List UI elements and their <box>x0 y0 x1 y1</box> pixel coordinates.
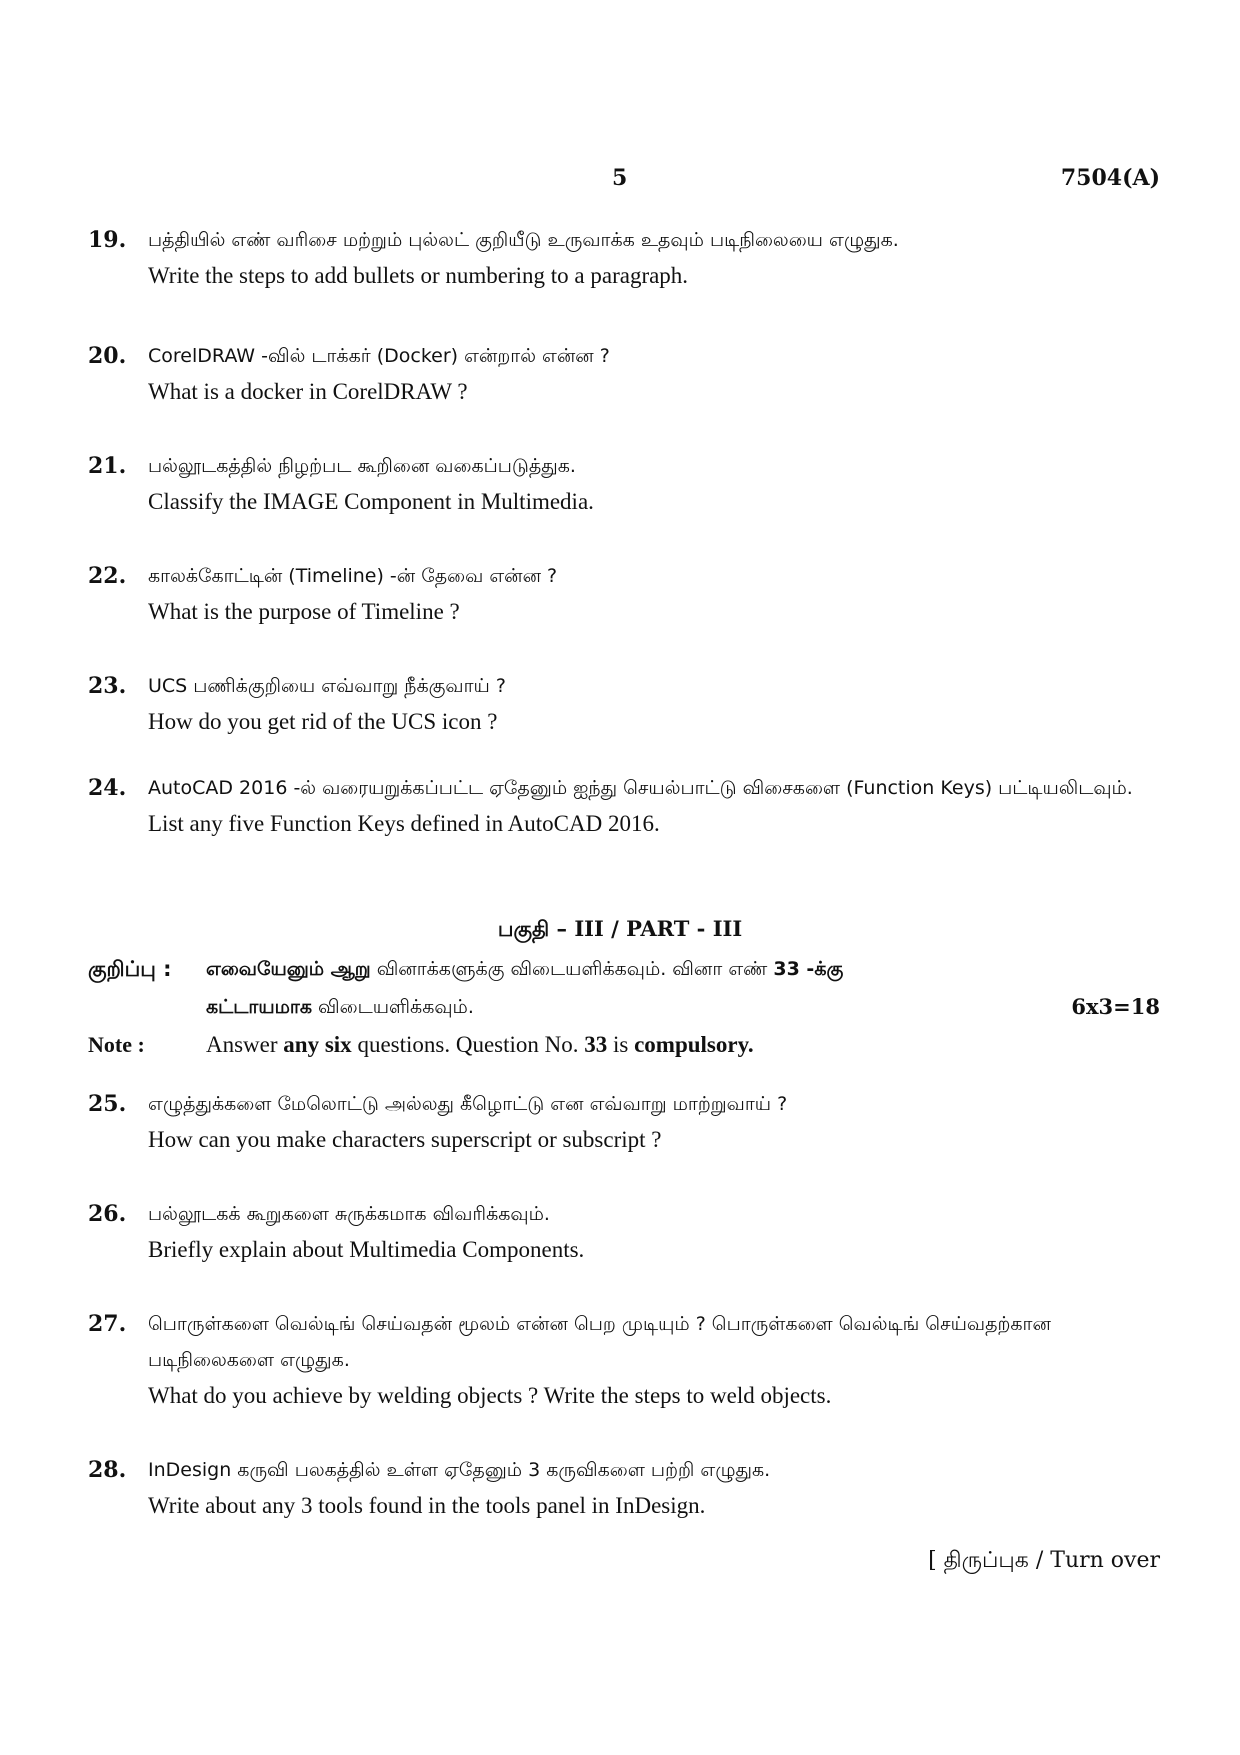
part-three-heading: பகுதி – III / PART - III <box>497 916 743 941</box>
question-21 <box>88 448 1160 520</box>
note-tamil-answer: வினாக்களுக்கு விடையளிக்கவும். வினா எண் <box>376 958 768 980</box>
question-text-english: Write about any 3 tools found in the tools panel in InDesign. <box>148 1493 706 1518</box>
question-number: 21. <box>88 453 127 479</box>
question-text-tamil: பல்லூடகத்தில் நிழற்பட கூறினை வகைப்படுத்துக. <box>148 455 576 477</box>
question-number: 25. <box>88 1091 127 1117</box>
question-number: 26. <box>88 1201 127 1227</box>
question-text-english: How can you make characters superscript or subscript ? <box>148 1127 662 1152</box>
question-number: 24. <box>88 775 127 801</box>
note-english-row <box>88 1026 1160 1064</box>
question-text-english: What is a docker in CorelDRAW ? <box>148 379 468 404</box>
note-english-any-six: any six <box>283 1032 352 1057</box>
question-number: 23. <box>88 673 127 699</box>
note-tamil-answer-end: விடையளிக்கவும். <box>318 996 474 1018</box>
question-20 <box>88 338 1160 410</box>
question-number: 19. <box>88 227 127 253</box>
note-english-answer: Answer <box>206 1032 278 1057</box>
note-english-label: Note : <box>88 1032 145 1057</box>
question-text-tamil: பத்தியில் எண் வரிசை மற்றும் புல்லட் குறியீடு உருவாக்க உதவும் படிநிலையை எழுதுக. <box>148 229 899 251</box>
note-tamil-label: குறிப்பு : <box>88 957 172 981</box>
question-text-tamil: எழுத்துக்களை மேலொட்டு அல்லது கீழொட்டு என எவ்வாறு மாற்றுவாய் ? <box>148 1093 788 1115</box>
question-text-tamil: காலக்கோட்டின் (Timeline) -ன் தேவை என்ன ? <box>148 565 558 587</box>
question-25 <box>88 1086 1160 1158</box>
question-27 <box>88 1306 1160 1414</box>
note-tamil-any-six: எவையேனும் ஆறு <box>206 958 371 980</box>
question-text-english: Briefly explain about Multimedia Components. <box>148 1237 585 1262</box>
question-19 <box>88 222 1160 294</box>
note-english-is: is <box>613 1032 629 1057</box>
question-number: 28. <box>88 1457 127 1483</box>
question-text-tamil: பல்லூடகக் கூறுகளை சுருக்கமாக விவரிக்கவும். <box>148 1203 550 1225</box>
note-tamil-compulsory: கட்டாயமாக <box>206 996 312 1018</box>
question-text-english: How do you get rid of the UCS icon ? <box>148 709 498 734</box>
question-text-tamil: AutoCAD 2016 -ல் வரையறுக்கப்பட்ட ஏதேனும் ஐந்து செயல்பாட்டு விசைகளை (Function Keys) பட்டியலிடவும். <box>148 777 1133 799</box>
note-tamil-row-2 <box>88 988 1160 1026</box>
question-24 <box>88 770 1160 842</box>
paper-code: 7504(A) <box>1060 165 1160 191</box>
question-text-english: What do you achieve by welding objects ? Write the steps to weld objects. <box>148 1383 832 1408</box>
note-tamil-row <box>88 950 1160 988</box>
note-english-questions: questions. Question No. <box>357 1032 579 1057</box>
question-text-tamil: InDesign கருவி பலகத்தில் உள்ள ஏதேனும் 3 கருவிகளை பற்றி எழுதுக. <box>148 1459 771 1481</box>
question-text-tamil: CorelDRAW -வில் டாக்கர் (Docker) என்றால் என்ன ? <box>148 345 610 367</box>
question-28 <box>88 1452 1160 1524</box>
note-english-question-33: 33 <box>584 1032 608 1057</box>
question-text-english: Classify the IMAGE Component in Multimedia. <box>148 489 594 514</box>
turn-over-note: [ திருப்புக / Turn over <box>928 1548 1160 1573</box>
question-23 <box>88 668 1160 740</box>
question-text-english: What is the purpose of Timeline ? <box>148 599 460 624</box>
question-text-english: List any five Function Keys defined in AutoCAD 2016. <box>148 811 660 836</box>
part-three-note <box>88 950 1160 1064</box>
question-number: 22. <box>88 563 127 589</box>
question-number: 20. <box>88 343 127 369</box>
question-number: 27. <box>88 1311 127 1337</box>
question-22 <box>88 558 1160 630</box>
page-number: 5 <box>612 165 628 191</box>
note-tamil-question-33: 33 -க்கு <box>773 958 844 980</box>
note-english-compulsory: compulsory. <box>634 1032 754 1057</box>
question-text-tamil: பொருள்களை வெல்டிங் செய்வதன் மூலம் என்ன பெற முடியும் ? பொருள்களை வெல்டிங் செய்வதற்கான படிநிலைகளை எழுதுக. <box>148 1313 1051 1371</box>
marks-allocation: 6x3=18 <box>1071 994 1160 1019</box>
question-text-tamil: UCS பணிக்குறியை எவ்வாறு நீக்குவாய் ? <box>148 675 506 697</box>
question-26 <box>88 1196 1160 1268</box>
question-text-english: Write the steps to add bullets or numbering to a paragraph. <box>148 263 689 288</box>
